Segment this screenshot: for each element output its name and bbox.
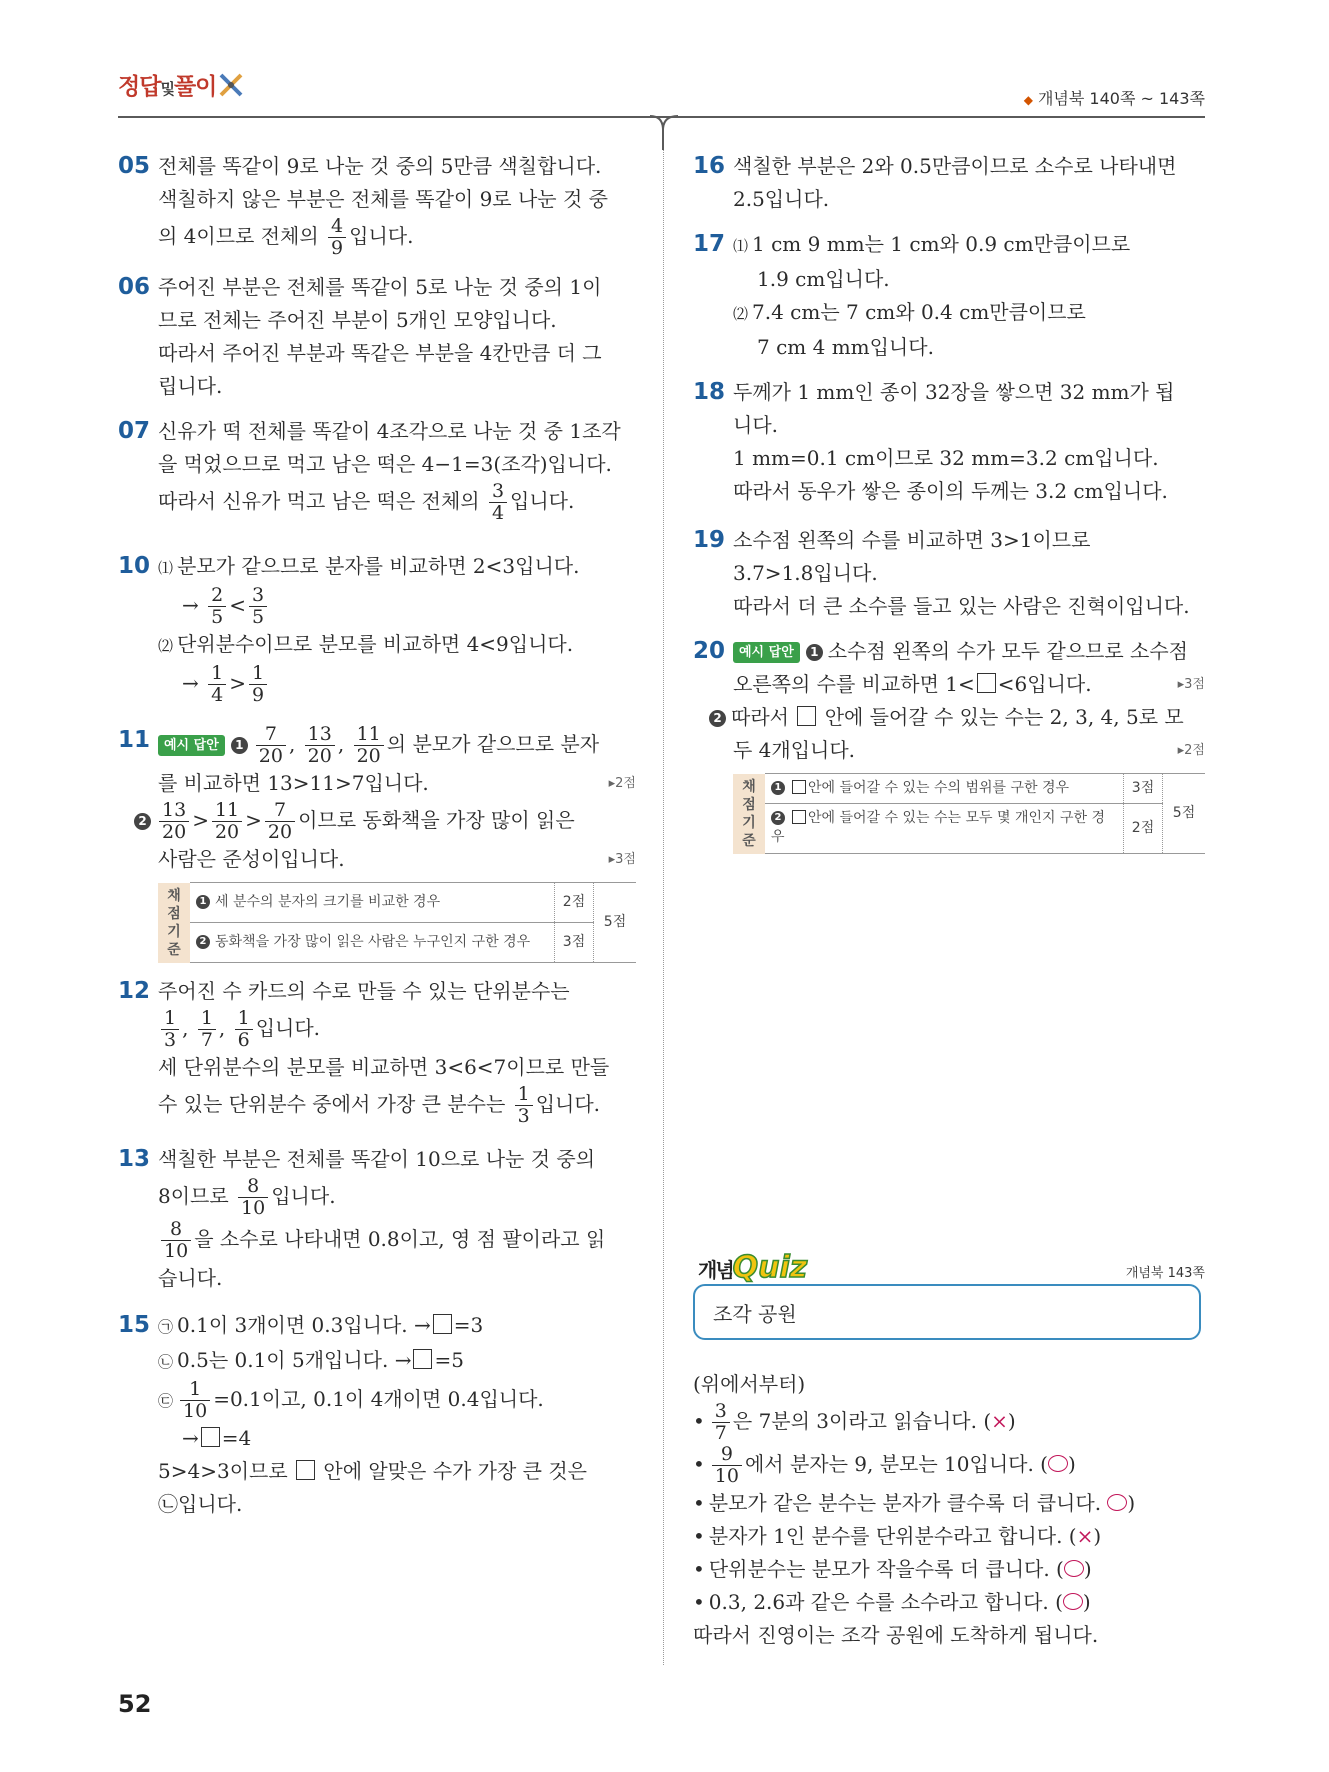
fraction: $\frac{1}{9}$ [249, 663, 267, 706]
blank-box [792, 810, 806, 824]
step-2-marker: 2 [709, 710, 726, 727]
problem-05: 05 전체를 똑같이 9로 나눈 것 중의 5만큼 색칠합니다. 색칠하지 않은 부분은 전체를 똑같이 9로 나눈 것 중 의 4이므로 전체의 $\frac{4}{9}$ 입니다. [118, 150, 636, 259]
circle-mark-icon [1063, 1593, 1083, 1610]
problem-number: 17 [693, 231, 726, 257]
page-number: 52 [118, 1690, 152, 1718]
scoring-criteria-table: 채점 기준 1 세 분수의 분자의 크기를 비교한 경우 2점 5점 2 동화책을 가장 많이 읽은 사람은 누구인지 구한 경우 3점 [158, 882, 636, 963]
total-points: 5점 [594, 883, 637, 963]
quiz-explanation: (위에서부터) • $\frac{3}{7}$ 은 7분의 3이라고 읽습니다. (×) • $\frac{9}{10}$ 에서 분자는 9, 분모는 10입니다. ( ) • 분모가 같은 분수는 분자가 클수록 더 큽니다. ) • 분자가 1인 분수를 단위분수라고 합니다. (×) • 단위분수는 분모가 작을수록 더 큽니다. ( ) • 0.3, 2.6과 같은 수를 소수라고 합니다. ( ) 따라서 진영이는 조각 공원에 도착하게 됩니다. [693, 1368, 1205, 1652]
column-divider [663, 150, 664, 1665]
problem-12: 12 주어진 수 카드의 수로 만들 수 있는 단위분수는 $\frac{1}{3}$ , $\frac{1}{7}$ , $\frac{1}{6}$ 입니다. 세 단위분수의 분모를 비교하면 3<6<7이므로 만들 수 있는 단위분수 중에서 가장 큰 분수는 $\frac{1}{3}$ 입니다. [118, 975, 636, 1127]
blank-box [977, 673, 996, 693]
list-item: • 분자가 1인 분수를 단위분수라고 합니다. (×) [693, 1520, 1205, 1553]
problem-number: 12 [118, 978, 151, 1004]
x-mark-icon: × [991, 1409, 1008, 1433]
example-answer-badge: 예시 답안 [733, 642, 800, 663]
step-1-marker: 1 [231, 737, 248, 754]
right-column [693, 150, 1205, 866]
points-marker: ▸ 2점 [1178, 734, 1205, 767]
total-points: 5점 [1163, 774, 1206, 854]
step-2-marker: 2 [134, 813, 151, 830]
circle-mark-icon [1048, 1455, 1068, 1472]
problem-17: 17 ⑴ 1 cm 9 mm는 1 cm와 0.9 cm만큼이므로 1.9 cm입니다. ⑵ 7.4 cm는 7 cm와 0.4 cm만큼이므로 7 cm 4 mm입니다. [693, 228, 1205, 364]
list-item: • 0.3, 2.6과 같은 수를 소수라고 합니다. ( ) [693, 1586, 1205, 1619]
problem-11: 11 예시 답안 1 $\frac{7}{20}$ , $\frac{13}{20}$ , $\frac{11}{20}$ 의 분모가 같으므로 분자 를 비교하면 13>11>7입니다. ▸ 2점 2 $\frac{13}{20}$ > $\frac{11}{20}$ > $\frac{7}{20}$ 이므로 동화책을 가장 많이 읽은 사람은 준성이입니다. ▸ 3점 채점 기준 1 세 분수의 분자의 크기를 비교한 경우 2점 5점 2 동화책을 가장 많이 읽은 사람은 누구인지 구한 경우 3점 [118, 724, 636, 963]
problem-number: 05 [118, 153, 151, 179]
problem-number: 16 [693, 153, 726, 179]
pencil-ruler-icon [218, 72, 244, 98]
column-notch [650, 114, 678, 150]
points-marker: ▸ 3점 [609, 843, 636, 876]
problem-18: 18 두께가 1 mm인 종이 32장을 쌓으면 32 mm가 됩 니다. 1 mm=0.1 cm이므로 32 mm=3.2 cm입니다. 따라서 동우가 쌓은 종이의 두께는 3.2 cm입니다. [693, 376, 1205, 508]
fraction: $\frac{3}{5}$ [249, 585, 267, 628]
problem-20: 20 예시 답안 1 소수점 왼쪽의 수가 모두 같으므로 소수점 오른쪽의 수를 비교하면 1< <6입니다. ▸ 3점 2 따라서 안에 들어갈 수 있는 수는 2, 3, 4, 5로 모 두 4개입니다. ▸ 2점 채점 기준 1 안에 들어갈 수 있는 수의 범위를 구한 경우 3점 5점 2 안에 들어갈 수 있는 수는 모두 몇 개인지 구한 경우 2점 [693, 635, 1205, 854]
problem-number: 15 [118, 1312, 151, 1338]
scoring-label: 채점 기준 [158, 883, 190, 963]
list-item: • 분모가 같은 분수는 분자가 클수록 더 큽니다. ) [693, 1487, 1205, 1520]
fraction: $\frac{3}{4}$ [489, 481, 507, 524]
problem-13: 13 색칠한 부분은 전체를 똑같이 10으로 나눈 것 중의 8이므로 $\frac{8}{10}$ 입니다. $\frac{8}{10}$ 을 소수로 나타내면 0.8이고, 영 점 팔이라고 읽 습니다. [118, 1143, 636, 1295]
problem-19: 19 소수점 왼쪽의 수를 비교하면 3>1이므로 3.7>1.8입니다. 따라서 더 큰 소수를 들고 있는 사람은 진혁이입니다. [693, 524, 1205, 623]
problem-number: 10 [118, 553, 151, 579]
fraction: $\frac{2}{5}$ [208, 585, 226, 628]
blank-box [792, 780, 806, 794]
diamond-icon: ◆ [1023, 93, 1033, 107]
problem-number: 18 [693, 379, 726, 405]
blank-box [433, 1314, 452, 1334]
header-page-reference: ◆ 개념북 140쪽 ~ 143쪽 [1023, 89, 1205, 108]
problem-07: 07 신유가 떡 전체를 똑같이 4조각으로 나눈 것 중 1조각 을 먹었으므로 먹고 남은 떡은 4−1=3(조각)입니다. 따라서 신유가 먹고 남은 떡은 전체의 $\frac{3}{4}$ 입니다. [118, 415, 636, 524]
blank-box [201, 1427, 220, 1447]
quiz-page-reference: 개념북 143쪽 [1125, 1266, 1205, 1281]
problem-number: 06 [118, 274, 151, 300]
fraction: $\frac{4}{9}$ [328, 216, 346, 259]
list-item: • 단위분수는 분모가 작을수록 더 큽니다. ( ) [693, 1553, 1205, 1586]
concept-quiz-title: 개념Quiz [698, 1250, 808, 1285]
problem-number: 20 [693, 638, 726, 664]
blank-box [296, 1460, 315, 1480]
example-answer-badge: 예시 답안 [158, 735, 225, 756]
points-marker: ▸ 3점 [1178, 668, 1205, 701]
problem-number: 13 [118, 1146, 151, 1172]
problem-number: 07 [118, 418, 151, 444]
problem-06: 06 주어진 부분은 전체를 똑같이 5로 나눈 것 중의 1이 므로 전체는 주어진 부분이 5개인 모양입니다. 따라서 주어진 부분과 똑같은 부분을 4칸만큼 더 그 립니다. [118, 271, 636, 403]
blank-box [413, 1349, 432, 1369]
problem-10: 10 ⑴ 분모가 같으므로 분자를 비교하면 2<3입니다. → $\frac{2}{5}$ < $\frac{3}{5}$ ⑵ 단위분수이므로 분모를 비교하면 4<9입니다. → $\frac{1}{4}$ > $\frac{1}{9}$ [118, 550, 636, 706]
fraction: $\frac{1}{4}$ [208, 663, 226, 706]
x-mark-icon: × [1076, 1524, 1094, 1548]
problem-15: 15 ㉠ 0.1이 3개이면 0.3입니다. → =3 ㉡ 0.5는 0.1이 5개입니다. → =5 ㉢ $\frac{1}{10}$ =0.1이고, 0.1이 4개이면 0.4입니다. → =4 5>4>3이므로 안에 알맞은 수가 가장 큰 것은 ㉡입니다. [118, 1309, 636, 1521]
left-column [118, 150, 636, 1533]
problem-number: 19 [693, 527, 726, 553]
points-marker: ▸ 2점 [609, 767, 636, 800]
list-item: • $\frac{9}{10}$ 에서 분자는 9, 분모는 10입니다. ( ) [693, 1444, 1205, 1487]
step-1-marker: 1 [806, 644, 823, 661]
scoring-criteria-table: 채점 기준 1 안에 들어갈 수 있는 수의 범위를 구한 경우 3점 5점 2 안에 들어갈 수 있는 수는 모두 몇 개인지 구한 경우 2점 [733, 773, 1205, 854]
problem-number: 11 [118, 727, 151, 753]
scoring-label: 채점 기준 [733, 774, 765, 854]
circle-mark-icon [1064, 1560, 1084, 1577]
header-brand: 정답및풀이 [118, 74, 217, 100]
blank-box [797, 706, 816, 726]
list-item: • $\frac{3}{7}$ 은 7분의 3이라고 읽습니다. (×) [693, 1401, 1205, 1444]
problem-16: 16 색칠한 부분은 2와 0.5만큼이므로 소수로 나타내면 2.5입니다. [693, 150, 1205, 216]
circle-mark-icon [1107, 1494, 1127, 1511]
quiz-answer-box: 조각 공원 [693, 1284, 1201, 1340]
